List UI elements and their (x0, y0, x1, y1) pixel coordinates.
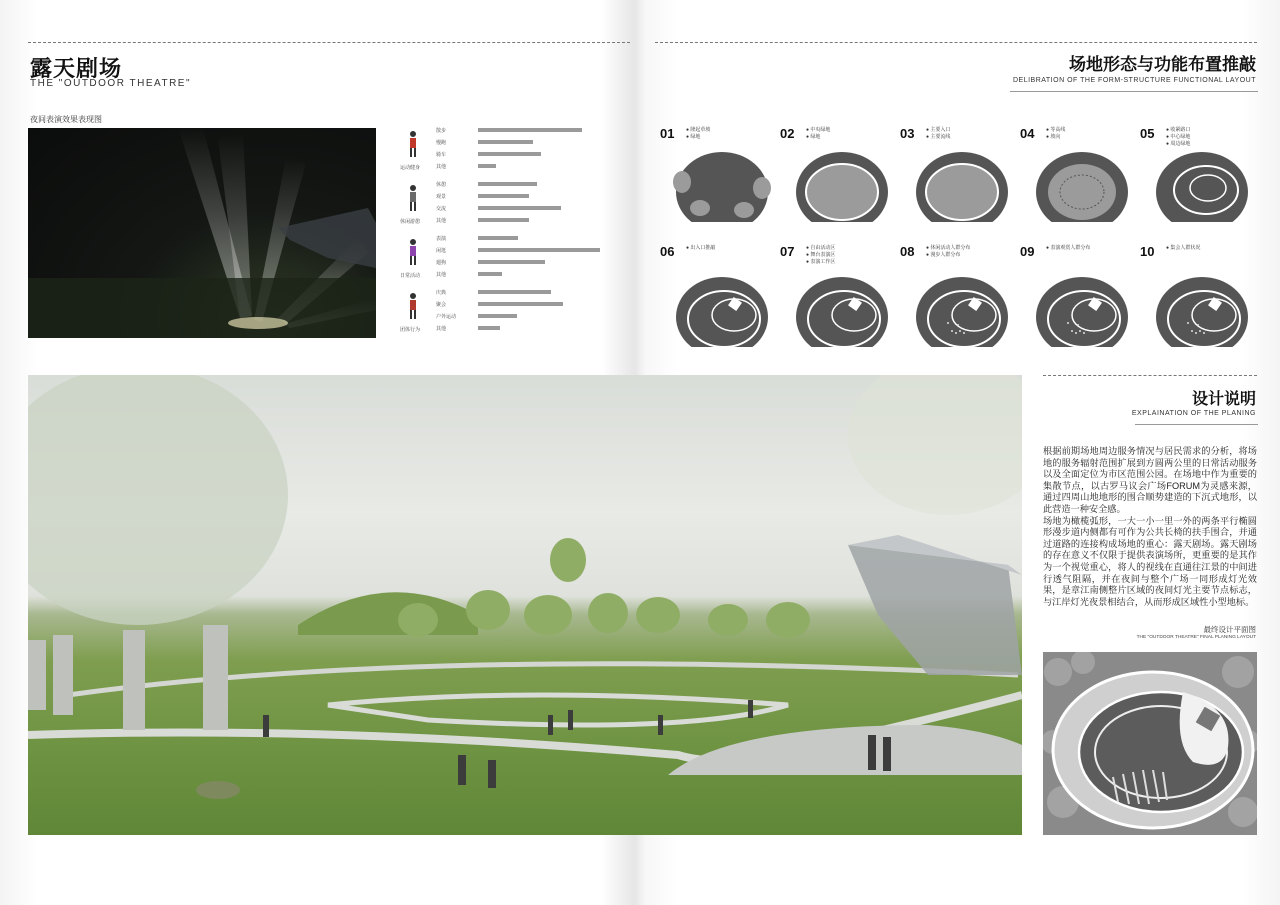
activity-bar (478, 260, 545, 264)
section-rule (1010, 91, 1258, 92)
activity-group-label: 日常活动 (400, 273, 421, 279)
plan-caption-en: THE "OUTDOOR THEATRE" FINAL PLANING LAYOUT (1136, 635, 1256, 640)
diagram-legend-item: ● 坡向 (1046, 134, 1061, 140)
diagram-number: 09 (1020, 244, 1035, 259)
activity-bar (478, 326, 500, 330)
diagram-number: 08 (900, 244, 915, 259)
night-render-caption: 夜间表演效果表现图 (30, 115, 102, 124)
top-divider-right (655, 42, 1257, 43)
diagram-legend-item: ● 中央绿地 (806, 127, 831, 133)
activity-bar-label: 户外运动 (436, 314, 457, 320)
form-diagram (1152, 273, 1252, 347)
diagram-number: 03 (900, 126, 915, 141)
activity-bar-label: 聚会 (436, 302, 447, 308)
diagram-legend-item: ● 隆起草坡 (686, 127, 711, 133)
activity-bar (478, 194, 529, 198)
activity-group-label: 运动健身 (400, 165, 421, 171)
diagram-legend-item: ● 自由活动区 (806, 245, 836, 251)
form-diagram (792, 273, 892, 347)
activity-bar-label: 其他 (436, 326, 447, 332)
activity-bar-chart (398, 128, 630, 343)
design-divider (1043, 375, 1257, 376)
form-diagram (912, 273, 1012, 347)
diagram-legend-item: ● 收紧路口 (1166, 127, 1191, 133)
activity-bar-label: 观景 (436, 194, 447, 200)
diagram-legend-item: ● 表演工作区 (806, 259, 836, 265)
activity-group-label: 团体行为 (400, 327, 421, 333)
activity-bar-label: 骑车 (436, 152, 447, 158)
section-title: 场地形态与功能布置推敲 (1069, 55, 1256, 74)
activity-group-label: 休闲游憩 (400, 219, 421, 225)
activity-bar (478, 164, 496, 168)
plan-caption: 最终设计平面图 (1203, 625, 1256, 634)
diagram-number: 05 (1140, 126, 1155, 141)
diagram-legend-item: ● 绿地 (806, 134, 821, 140)
activity-bar (478, 236, 518, 240)
diagram-legend-item: ● 主要入口 (926, 127, 951, 133)
form-diagram (1032, 273, 1132, 347)
diagram-number: 04 (1020, 126, 1035, 141)
design-subtitle: EXPLAINATION OF THE PLANING (1131, 410, 1256, 417)
form-diagram (672, 148, 772, 222)
design-description: 根据前期场地周边服务情况与居民需求的分析，将场地的服务辐射范围扩展到方圆两公里的日常活动服务以及全面定位为市区范围公园。在场地中作为重要的集散节点，以古罗马议会广场FORUM为灵感来源，通过四周山地地形的围合顺势建造的下沉式地形，以此营造一种安全感。 场地为橄榄弧形，一大一小一里一外的两条平行椭圆形漫步道内侧都有可作为公共长椅的扶手围合，并通过道路的连接构成场地的重心：露天剧场。露天剧场的存在意义不仅限于提供表演场所，更重要的是其作为一个视觉重心，将人的视线在直通往江景的中间进行透气阻隔，并在夜间与整个广场一同形成灯光效果，是章江南侧整片区域的夜间灯光主要节点标志，与江岸灯光夜景相结合，从而形成区域性小型地标。 (1043, 446, 1257, 607)
diagram-legend-item: ● 出入口推敲 (686, 245, 716, 251)
section-subtitle: DELIBRATION OF THE FORM-STRUCTURE FUNCTIONAL LAYOUT (1012, 77, 1256, 84)
activity-figure-icon (406, 238, 420, 266)
activity-bar (478, 302, 563, 306)
top-divider-left (28, 42, 630, 43)
activity-bar-label: 表演 (436, 236, 447, 242)
outdoor-theatre-render (28, 375, 1022, 835)
activity-bar-label: 其他 (436, 272, 447, 278)
activity-bar-label: 慢跑 (436, 140, 447, 146)
activity-bar (478, 314, 517, 318)
activity-figure-icon (406, 292, 420, 320)
diagram-legend-item: ● 集会人群状况 (1166, 245, 1201, 251)
diagram-legend-item: ● 中心绿地 (1166, 134, 1191, 140)
activity-bar (478, 272, 502, 276)
form-diagram (912, 148, 1012, 222)
diagram-legend-item: ● 舞台表演区 (806, 252, 836, 258)
form-diagram (1032, 148, 1132, 222)
form-diagram (792, 148, 892, 222)
diagram-legend-item: ● 休闲活动人群分布 (926, 245, 971, 251)
diagram-number: 10 (1140, 244, 1155, 259)
design-title: 设计说明 (1191, 391, 1256, 408)
diagram-legend-item: ● 等高线 (1046, 127, 1066, 133)
diagram-legend-item: ● 表演观赏人群分布 (1046, 245, 1091, 251)
activity-figure-icon (406, 130, 420, 158)
diagram-number: 06 (660, 244, 675, 259)
activity-bar (478, 140, 533, 144)
page-subtitle: THE "OUTDOOR THEATRE" (30, 78, 192, 89)
activity-bar (478, 182, 537, 186)
form-diagram (1152, 148, 1252, 222)
design-rule (1135, 424, 1258, 425)
diagram-legend-item: ● 绿地 (686, 134, 701, 140)
activity-bar-label: 散步 (436, 128, 447, 134)
activity-bar-label: 庆典 (436, 290, 447, 296)
activity-bar (478, 248, 600, 252)
final-plan-layout (1043, 652, 1257, 835)
activity-bar-label: 闲逛 (436, 248, 447, 254)
activity-bar-label: 遛狗 (436, 260, 447, 266)
activity-bar (478, 152, 541, 156)
activity-bar (478, 218, 529, 222)
activity-bar-label: 其他 (436, 218, 447, 224)
activity-bar-label: 交流 (436, 206, 447, 212)
diagram-number: 01 (660, 126, 675, 141)
activity-bar-label: 其他 (436, 164, 447, 170)
activity-figure-icon (406, 184, 420, 212)
form-diagram (672, 273, 772, 347)
activity-bar (478, 290, 551, 294)
page-title: 露天剧场 (30, 56, 123, 81)
diagram-number: 07 (780, 244, 795, 259)
activity-bar (478, 128, 582, 132)
activity-bar-label: 休憩 (436, 182, 447, 188)
diagram-number: 02 (780, 126, 795, 141)
night-performance-render (28, 128, 376, 338)
diagram-legend-item: ● 周边绿地 (1166, 141, 1191, 147)
diagram-legend-item: ● 主要流线 (926, 134, 951, 140)
activity-bar (478, 206, 561, 210)
diagram-legend-item: ● 漫步人群分布 (926, 252, 961, 258)
